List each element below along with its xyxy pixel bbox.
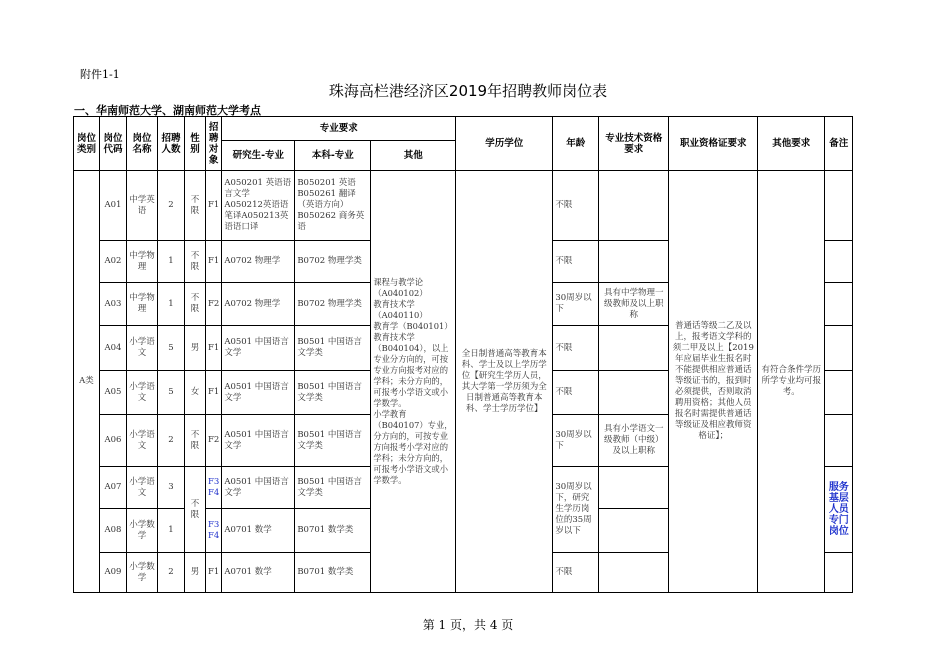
header-count: 招聘人数 — [158, 117, 185, 171]
header-major-req: 专业要求 — [222, 117, 456, 141]
code-cell: A01 — [100, 171, 127, 241]
age-cell: 不限 — [553, 371, 599, 415]
count-cell: 3 — [158, 467, 185, 509]
name-cell: 小学语文 — [127, 371, 158, 415]
gender-cell: 男 — [185, 553, 206, 593]
header-other-req: 其他要求 — [758, 117, 825, 171]
gender-cell: 不限 — [185, 467, 206, 553]
title-req-cell — [599, 371, 669, 415]
table-row — [74, 171, 853, 241]
count-cell: 5 — [158, 371, 185, 415]
count-cell: 1 — [158, 241, 185, 283]
header-age: 年龄 — [553, 117, 599, 171]
code-cell: A02 — [100, 241, 127, 283]
age-cell: 不限 — [553, 326, 599, 371]
count-cell: 2 — [158, 171, 185, 241]
code-cell: A06 — [100, 415, 127, 467]
recruitment-table — [73, 116, 853, 593]
remark-cell — [825, 553, 853, 593]
target-cell: F1 — [206, 553, 222, 593]
code-cell: A05 — [100, 371, 127, 415]
ug-major-cell: B0501 中国语言文学类 — [295, 326, 371, 371]
target-cell: F2 — [206, 415, 222, 467]
name-cell: 中学英语 — [127, 171, 158, 241]
grad-major-cell: A0702 物理学 — [222, 283, 295, 326]
title-req-cell — [599, 171, 669, 241]
count-cell: 5 — [158, 326, 185, 371]
name-cell: 小学语文 — [127, 415, 158, 467]
header-ug-major: 本科-专业 — [295, 141, 371, 171]
attachment-label: 附件1-1 — [80, 68, 120, 81]
gender-cell: 不限 — [185, 415, 206, 467]
name-cell: 小学语文 — [127, 326, 158, 371]
name-cell: 小学语文 — [127, 467, 158, 509]
gender-cell: 不限 — [185, 241, 206, 283]
grad-major-cell: A0501 中国语言文学 — [222, 415, 295, 467]
code-cell: A04 — [100, 326, 127, 371]
grad-major-cell: A0701 数学 — [222, 553, 295, 593]
header-title-req: 专业技术资格要求 — [599, 117, 669, 171]
section-heading: 一、华南师范大学、湖南师范大学考点 — [74, 104, 261, 117]
target-cell: F3 F4 — [206, 509, 222, 553]
age-cell: 不限 — [553, 171, 599, 241]
age-cell: 30周岁以下 — [553, 283, 599, 326]
ug-major-cell: B0501 中国语言文学类 — [295, 371, 371, 415]
name-cell: 中学物理 — [127, 241, 158, 283]
age-cell: 不限 — [553, 241, 599, 283]
page-title: 珠海高栏港经济区2019年招聘教师岗位表 — [328, 82, 608, 100]
gender-cell: 不限 — [185, 283, 206, 326]
remark-cell — [825, 241, 853, 283]
header-cert: 职业资格证要求 — [669, 117, 758, 171]
gender-cell: 不限 — [185, 171, 206, 241]
remark-cell — [825, 371, 853, 415]
title-req-cell — [599, 241, 669, 283]
grad-major-cell: A0501 中国语言文学 — [222, 467, 295, 509]
remark-cell — [825, 415, 853, 467]
name-cell: 中学物理 — [127, 283, 158, 326]
target-cell: F1 — [206, 326, 222, 371]
header-grad-major: 研究生-专业 — [222, 141, 295, 171]
grad-major-cell: A0702 物理学 — [222, 241, 295, 283]
other-req-cell: 有符合条件学历所学专业均可报考。 — [758, 171, 825, 593]
count-cell: 1 — [158, 283, 185, 326]
target-cell: F2 — [206, 283, 222, 326]
category-cell: A类 — [74, 171, 100, 593]
name-cell: 小学数学 — [127, 553, 158, 593]
code-cell: A03 — [100, 283, 127, 326]
ug-major-cell: B0701 数学类 — [295, 509, 371, 553]
header-remark: 备注 — [825, 117, 853, 171]
gender-cell: 男 — [185, 326, 206, 371]
age-cell: 30周岁以下 — [553, 415, 599, 467]
ug-major-cell: B0701 数学类 — [295, 553, 371, 593]
grad-major-cell: A050201 英语语言文学 A050212英语语笔译A050213英语语口译 — [222, 171, 295, 241]
header-code: 岗位代码 — [100, 117, 127, 171]
ug-major-cell: B0702 物理学类 — [295, 241, 371, 283]
title-req-cell: 具有中学物理一级教师及以上职称 — [599, 283, 669, 326]
ug-major-cell: B0702 物理学类 — [295, 283, 371, 326]
ug-major-cell: B0501 中国语言文学类 — [295, 415, 371, 467]
target-cell: F3 F4 — [206, 467, 222, 509]
header-other: 其他 — [371, 141, 456, 171]
target-cell: F1 — [206, 371, 222, 415]
header-target: 招聘对象 — [206, 117, 222, 171]
cert-cell: 普通话等级二乙及以上，报考语文学科的须二甲及以上【2019年应届毕业生报名时不能提供相应普通话等级证书的，报到时必须提供，否则取消聘用资格；其他人员报名时需提供普通话等级证及相应教师资格证】； — [669, 171, 758, 593]
target-cell: F1 — [206, 171, 222, 241]
grad-major-cell: A0501 中国语言文学 — [222, 371, 295, 415]
header-gender: 性别 — [185, 117, 206, 171]
remark-service-cell: 服务基层人员专门岗位 — [825, 467, 853, 553]
remark-cell — [825, 171, 853, 241]
header-name: 岗位名称 — [127, 117, 158, 171]
header-degree: 学历学位 — [456, 117, 553, 171]
title-req-cell — [599, 326, 669, 371]
ug-major-cell: B0501 中国语言文学类 — [295, 467, 371, 509]
title-req-cell — [599, 467, 669, 509]
grad-major-cell: A0701 数学 — [222, 509, 295, 553]
title-req-cell — [599, 553, 669, 593]
title-req-cell: 具有小学语文一级教师（中级）及以上职称 — [599, 415, 669, 467]
header-category: 岗位类别 — [74, 117, 100, 171]
name-cell: 小学数学 — [127, 509, 158, 553]
count-cell: 1 — [158, 509, 185, 553]
age-cell: 30周岁以下，研究生学历岗位的35周岁以下 — [553, 467, 599, 553]
other-major-cell: 课程与教学论（A040102） 教育技术学（A040110） 教育学（B040101） 教育技术学（B040104），以上专业分方向的，可按专业方向报考对应的学科；未分方向的，可报考小学语文或小学数学。 小学教育（B040107）专业，分方向的，可按专业方向报考小学对应的学科；未分方向的，可报考小学语文或小学数学。 — [371, 171, 456, 593]
count-cell: 2 — [158, 553, 185, 593]
gender-cell: 女 — [185, 371, 206, 415]
code-cell: A08 — [100, 509, 127, 553]
code-cell: A07 — [100, 467, 127, 509]
page-footer: 第 1 页，共 4 页 — [422, 618, 514, 632]
target-cell: F1 — [206, 241, 222, 283]
code-cell: A09 — [100, 553, 127, 593]
age-cell: 不限 — [553, 553, 599, 593]
degree-cell: 全日制普通高等教育本科、学士及以上学历学位【研究生学历人员，其大学第一学历须为全日制普通高等教育本科、学士学历学位】 — [456, 171, 553, 593]
remark-cell — [825, 326, 853, 371]
ug-major-cell: B050201 英语 B050261 翻译（英语方向） B050262 商务英语 — [295, 171, 371, 241]
remark-cell — [825, 283, 853, 326]
title-req-cell — [599, 509, 669, 553]
grad-major-cell: A0501 中国语言文学 — [222, 326, 295, 371]
count-cell: 2 — [158, 415, 185, 467]
